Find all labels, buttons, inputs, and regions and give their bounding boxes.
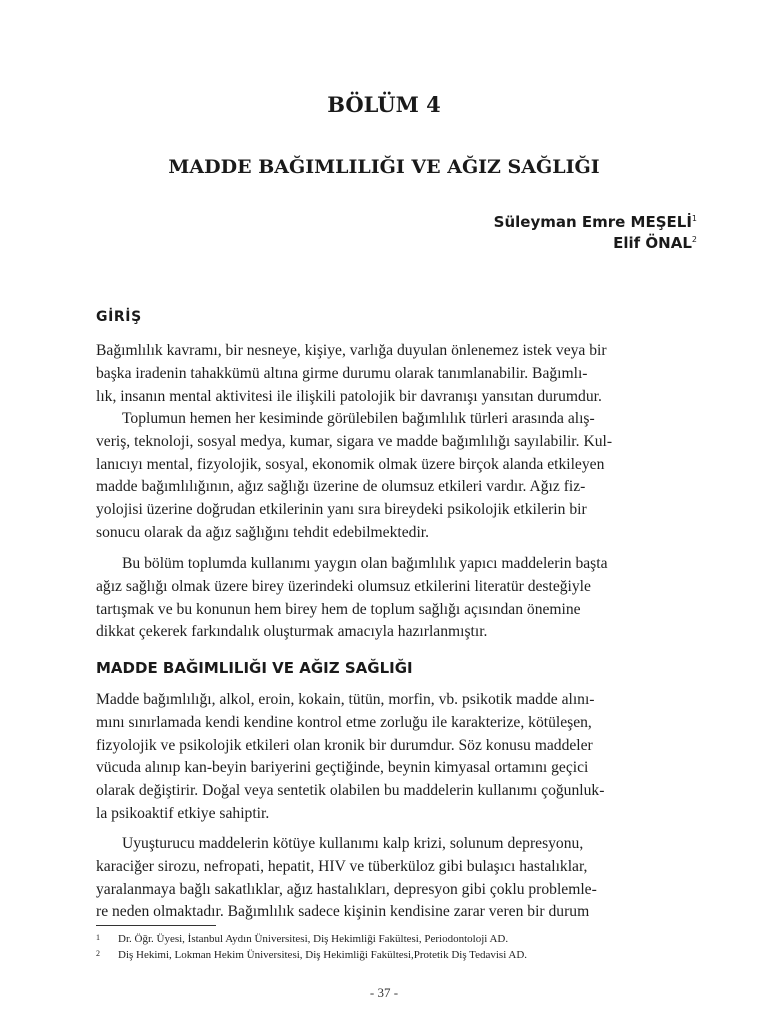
paragraph-line: re neden olmaktadır. Bağımlılık sadece kişinin kendisine zarar veren bir durum (96, 903, 590, 921)
paragraph-5 (96, 833, 696, 924)
author-2-name: Elif ÖNAL (613, 234, 692, 252)
paragraph-line: Madde bağımlılığı, alkol, eroin, kokain, tütün, morfin, vb. psikotik madde alını- (96, 691, 595, 708)
paragraph-line: madde bağımlılığının, ağız sağlığı üzerine de olumsuz etkileri vardır. Ağız fiz- (96, 478, 586, 496)
paragraph-line: mını sınırlamada kendi kendine kontrol etme zorluğu ile karakterize, kötüleşen, (96, 713, 592, 731)
paragraph-line: yolojisi üzerine doğrudan etkilerinin yanı sıra bireydeki psikolojik etkilerin bir (96, 501, 587, 519)
paragraph-line: fizyolojik ve psikolojik etkileri olan kronik bir durumdur. Söz konusu maddeler (96, 736, 593, 754)
paragraph-line: sonucu olarak da ağız sağlığını tehdit edebilmektedir. (96, 523, 430, 541)
author-1 (494, 213, 697, 231)
author-1-name: Süleyman Emre MEŞELİ (493, 213, 692, 231)
footnote-divider (96, 925, 216, 926)
paragraph-line: Bu bölüm toplumda kullanımı yaygın olan bağımlılık yapıcı maddelerin başta (122, 555, 608, 572)
paragraph-line: ağız sağlığı olmak üzere birey üzerindeki olumsuz etkilerini literatür desteğiyle (96, 577, 591, 595)
paragraph-line: veriş, teknoloji, sosyal medya, kumar, sigara ve madde bağımlılığı sayılabilir. Kul- (96, 432, 613, 450)
paragraph-2 (96, 408, 696, 545)
author-1-note: 1 (691, 214, 697, 223)
chapter-title: MADDE BAĞIMLILIĞI VE AĞIZ SAĞLIĞI (168, 156, 600, 178)
author-2 (613, 234, 697, 252)
paragraph-line: olarak değiştirir. Doğal veya sentetik olabilen bu maddelerin kullanımı çoğunluk- (96, 782, 605, 800)
paragraph-1 (96, 340, 696, 408)
author-2-note: 2 (691, 235, 697, 244)
paragraph-line: la psikoaktif etkiye sahiptir. (96, 804, 270, 822)
paragraph-line: lanıcıyı mental, fizyolojik, sosyal, ekonomik olmak üzere birçok alanda etkileyen (96, 455, 605, 473)
footnote-text: Dr. Öğr. Üyesi, İstanbul Aydın Üniversitesi, Diş Hekimliği Fakültesi, Periodontoloji AD. (118, 933, 509, 945)
paragraph-3 (96, 553, 696, 644)
page-number: - 37 - (369, 985, 399, 1000)
paragraph-line: başka iradenin tahakkümü altına girme durumu olarak tanımlanabilir. Bağımlı- (96, 364, 588, 382)
footnote-number: 2 (96, 949, 100, 958)
paragraph-line: yaralanmaya bağlı sakatlıklar, ağız hastalıkları, depresyon gibi çoklu problemle- (96, 880, 597, 898)
paragraph-line: dikkat çekerek farkındalık oluşturmak amacıyla hazırlanmıştır. (96, 623, 488, 641)
paragraph-line: tartışmak ve bu konunun hem birey hem de toplum sağlığı açısından önemine (96, 600, 581, 618)
chapter-heading: BÖLÜM 4 (327, 92, 441, 117)
paragraph-line: karaciğer sirozu, nefropati, hepatit, HIV ve tüberküloz gibi bulaşıcı hastalıklar, (96, 857, 588, 875)
paragraph-line: vücuda alınıp kan-beyin bariyerini geçtiğinde, beynin kimyasal ortamını geçici (96, 759, 589, 777)
section-heading-intro: GİRİŞ (96, 309, 142, 325)
paragraph-4 (96, 689, 696, 826)
paragraph-line: Toplumun hemen her kesiminde görülebilen bağımlılık türleri arasında alış- (122, 410, 595, 427)
footnote-number: 1 (96, 933, 100, 942)
paragraph-line: Uyuşturucu maddelerin kötüye kullanımı kalp krizi, solunum depresyonu, (122, 835, 584, 852)
paragraph-line: lık, insanın mental aktivitesi ile ilişkili patolojik bir davranışı yansıtan durumdur. (96, 387, 602, 405)
footnote-text: Diş Hekimi, Lokman Hekim Üniversitesi, Diş Hekimliği Fakültesi,Protetik Diş Tedavisi AD. (118, 949, 528, 961)
paragraph-line: Bağımlılık kavramı, bir nesneye, kişiye, varlığa duyulan önlenemez istek veya bir (96, 342, 607, 359)
section-heading-addiction-oral-health: MADDE BAĞIMLILIĞI VE AĞIZ SAĞLIĞI (96, 659, 413, 677)
